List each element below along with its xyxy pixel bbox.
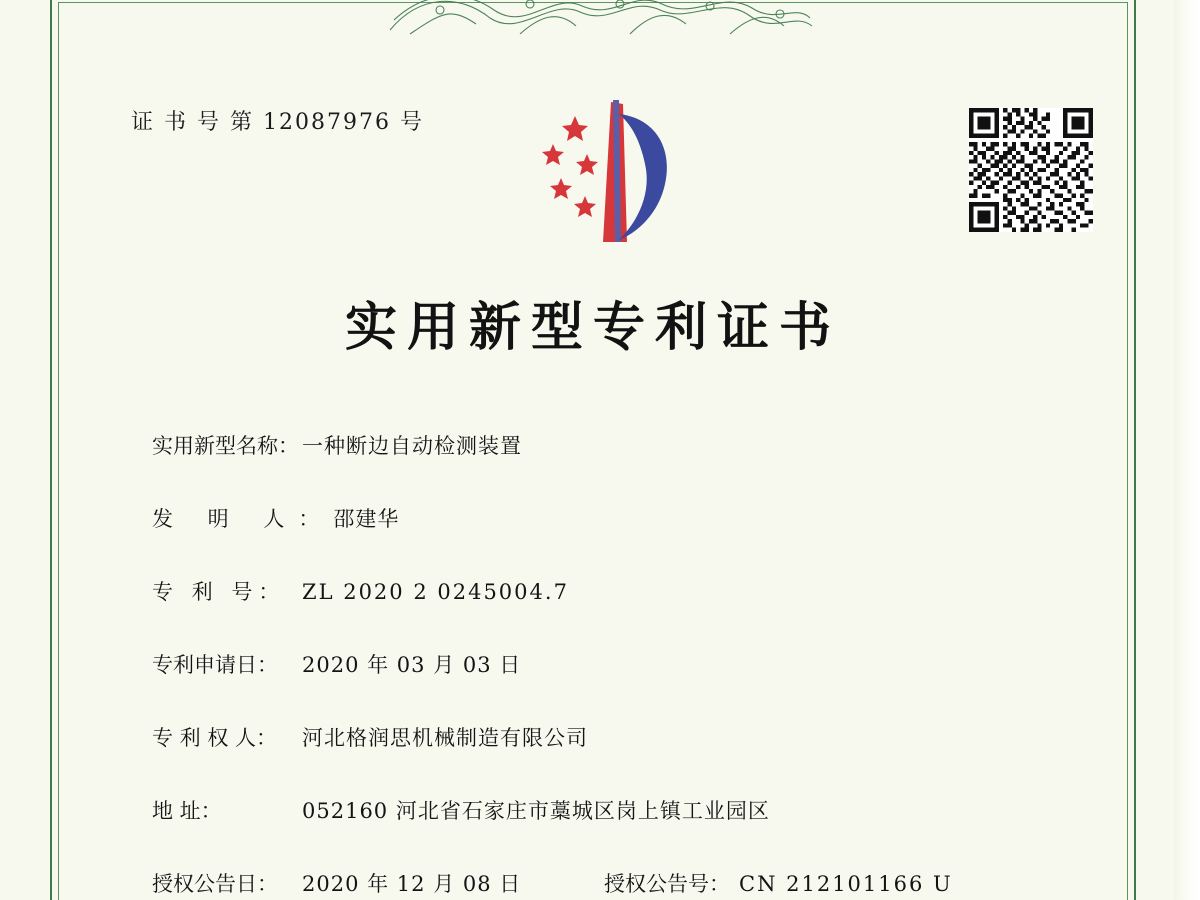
field-patent-number xyxy=(152,576,1072,606)
cnipa-emblem-icon xyxy=(515,92,695,252)
page-title: 实用新型专利证书 xyxy=(344,297,841,358)
field-label: 发 明 人： xyxy=(152,507,334,531)
field-value: 2020 年 03 月 03 日 xyxy=(302,653,522,677)
field-value: 2020 年 12 月 08 日 xyxy=(302,872,522,896)
field-label: 实用新型名称： xyxy=(152,434,299,458)
qr-code-icon xyxy=(969,108,1093,232)
field-value: 邵建华 xyxy=(333,507,400,531)
field-address xyxy=(152,795,1072,825)
field-value: 河北格润思机械制造有限公司 xyxy=(302,726,588,750)
field-label: 专 利 权 人： xyxy=(152,726,278,750)
field-grant-number xyxy=(604,868,953,898)
field-inventor xyxy=(152,503,1072,533)
field-value: ZL 2020 2 0245004.7 xyxy=(302,580,569,604)
ornament-icon xyxy=(380,0,820,36)
field-utility-model-name xyxy=(152,430,1072,460)
field-label: 专利申请日： xyxy=(152,653,278,677)
certificate-number: 证 书 号 第 12087976 号 xyxy=(131,110,424,135)
field-grant-row xyxy=(152,868,1072,898)
field-label: 专 利 号： xyxy=(152,580,286,604)
field-application-date xyxy=(152,649,1072,679)
page-edge xyxy=(1174,0,1200,900)
field-label: 授权公告日： xyxy=(152,872,278,896)
field-value: 052160 河北省石家庄市藁城区岗上镇工业园区 xyxy=(302,799,770,823)
field-value: CN 212101166 U xyxy=(739,872,953,896)
field-patentee xyxy=(152,722,1072,752)
field-grant-date xyxy=(152,868,604,898)
field-value: 一种断边自动检测装置 xyxy=(302,434,522,458)
field-label: 授权公告号： xyxy=(604,872,730,896)
field-label: 地 址： xyxy=(152,799,222,823)
field-list xyxy=(152,430,1072,898)
